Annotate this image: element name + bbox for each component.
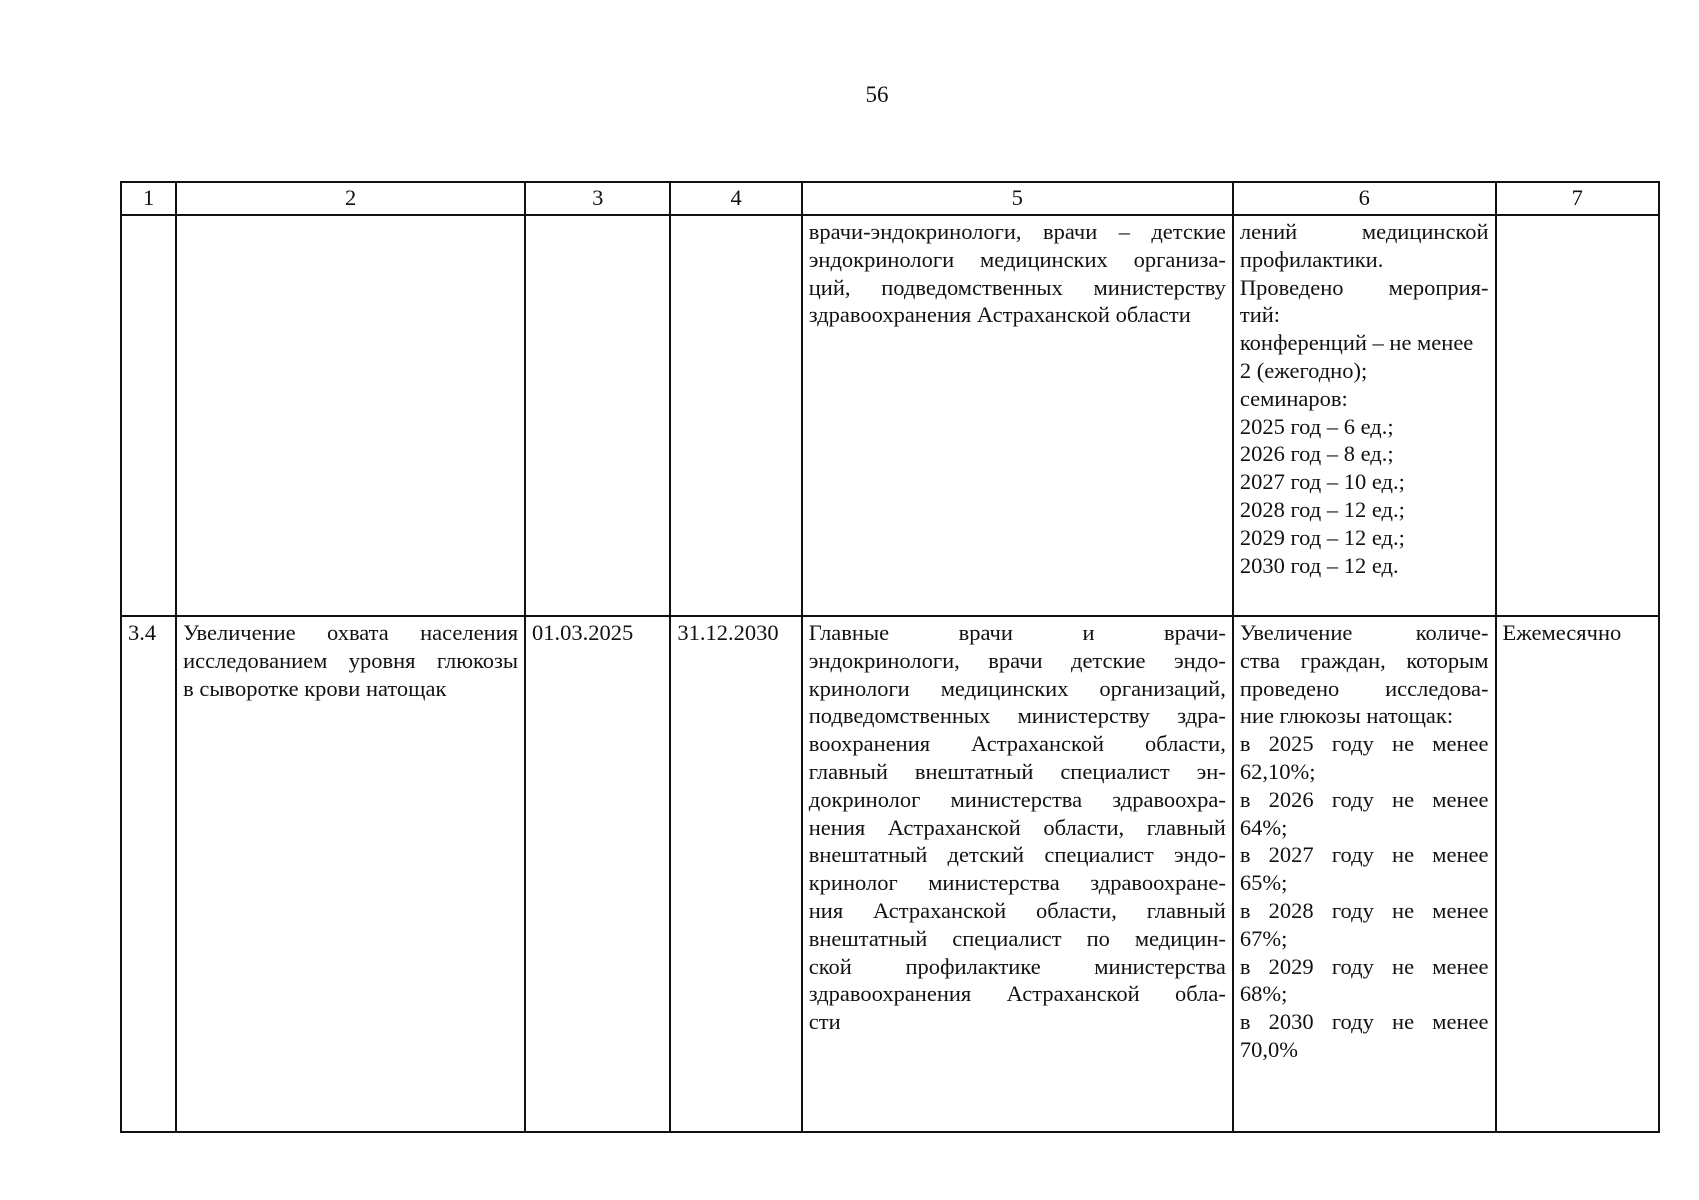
responsible-line: кринологи медицинских организаций, — [808, 675, 1226, 701]
responsible-line: сти — [808, 1009, 841, 1035]
result-line: тий: — [1239, 302, 1281, 328]
result-line: в 2025 году не менее — [1239, 731, 1489, 757]
result-line: 2025 год – 6 ед.; — [1239, 413, 1394, 439]
continuation-row — [121, 215, 1659, 616]
cell-responsible — [802, 616, 1233, 1132]
cell-frequency — [1496, 215, 1659, 616]
responsible-line: ния Астраханской области, главный — [808, 897, 1226, 923]
cell-name — [176, 215, 525, 616]
header-cell: 3 — [525, 182, 670, 215]
cell-name — [176, 616, 525, 1132]
cell-start-date — [525, 215, 670, 616]
header-cell: 2 — [176, 182, 525, 215]
result-line: 70,0% — [1239, 1036, 1298, 1062]
result-line: лений медицинской — [1239, 219, 1489, 244]
cell-number: 3.4 — [121, 616, 176, 1132]
responsible-line: докринолог министерства здравоохра- — [808, 786, 1226, 812]
cell-result — [1233, 215, 1496, 616]
result-line: профилактики. — [1239, 246, 1384, 272]
result-line: 2026 год – 8 ед.; — [1239, 441, 1394, 467]
responsible-line: эндокринологи медицинских организа- — [808, 246, 1226, 272]
result-line: 2029 год – 12 ед.; — [1239, 524, 1405, 550]
responsible-line: здравоохранения Астраханской обла- — [808, 981, 1226, 1007]
responsible-line: внештатный специалист по медицин- — [808, 925, 1226, 951]
result-line: в 2029 году не менее — [1239, 953, 1489, 979]
responsible-line: нения Астраханской области, главный — [808, 814, 1226, 840]
result-line: ства граждан, которым — [1239, 647, 1489, 673]
cell-frequency: Ежемесячно — [1496, 616, 1659, 1132]
page-number: 56 — [865, 82, 889, 107]
result-line: конференций – не менее — [1239, 330, 1474, 356]
responsible-line: главный внештатный специалист эн- — [808, 758, 1226, 784]
header-cell: 4 — [670, 182, 801, 215]
header-cell: 5 — [802, 182, 1233, 215]
result-line: 64%; — [1239, 814, 1288, 840]
result-line: в 2026 году не менее — [1239, 786, 1489, 812]
cell-start-date: 01.03.2025 — [525, 616, 670, 1132]
cell-end-date — [670, 215, 801, 616]
responsible-line: кринолог министерства здравоохране- — [808, 870, 1226, 896]
header-cell: 1 — [121, 182, 176, 215]
result-line: Проведено мероприя- — [1239, 274, 1489, 300]
responsible-line: ций, подведомственных министерству — [808, 274, 1226, 300]
responsible-line: здравоохранения Астраханской области — [808, 302, 1191, 328]
name-line: исследованием уровня глюкозы — [183, 647, 519, 673]
responsible-line: воохранения Астраханской области, — [808, 731, 1226, 757]
result-line: Увеличение количе- — [1239, 620, 1489, 645]
header-row — [121, 182, 1659, 215]
name-line: в сыворотке крови натощак — [183, 675, 447, 701]
cell-responsible — [802, 215, 1233, 616]
responsible-line: эндокринологи, врачи детские эндо- — [808, 647, 1226, 673]
header-cell: 6 — [1233, 182, 1496, 215]
result-line: в 2028 году не менее — [1239, 897, 1489, 923]
responsible-line: Главные врачи и врачи- — [808, 620, 1226, 645]
responsible-line: ской профилактике министерства — [808, 953, 1226, 979]
result-line: семинаров: — [1239, 385, 1348, 411]
result-line: ние глюкозы натощак: — [1239, 703, 1454, 729]
result-line: 68%; — [1239, 981, 1288, 1007]
responsible-line: подведомственных министерству здра- — [808, 703, 1226, 729]
cell-end-date: 31.12.2030 — [670, 616, 801, 1132]
name-line: Увеличение охвата населения — [183, 620, 519, 645]
responsible-line: внештатный детский специалист эндо- — [808, 842, 1226, 868]
result-line: проведено исследова- — [1239, 675, 1489, 701]
result-line: в 2027 году не менее — [1239, 842, 1489, 868]
result-line: 2030 год – 12 ед. — [1239, 552, 1399, 578]
result-line: 2028 год – 12 ед.; — [1239, 496, 1405, 522]
table-row-3-4 — [121, 616, 1659, 1132]
plan-table — [120, 181, 1660, 1133]
result-line: в 2030 году не менее — [1239, 1009, 1489, 1035]
result-line: 62,10%; — [1239, 758, 1316, 784]
cell-result — [1233, 616, 1496, 1132]
cell-number — [121, 215, 176, 616]
result-line: 65%; — [1239, 870, 1288, 896]
result-line: 67%; — [1239, 925, 1288, 951]
header-cell: 7 — [1496, 182, 1659, 215]
result-line: 2027 год – 10 ед.; — [1239, 469, 1405, 495]
responsible-line: врачи-эндокринологи, врачи – детские — [808, 219, 1226, 244]
result-line: 2 (ежегодно); — [1239, 357, 1368, 383]
